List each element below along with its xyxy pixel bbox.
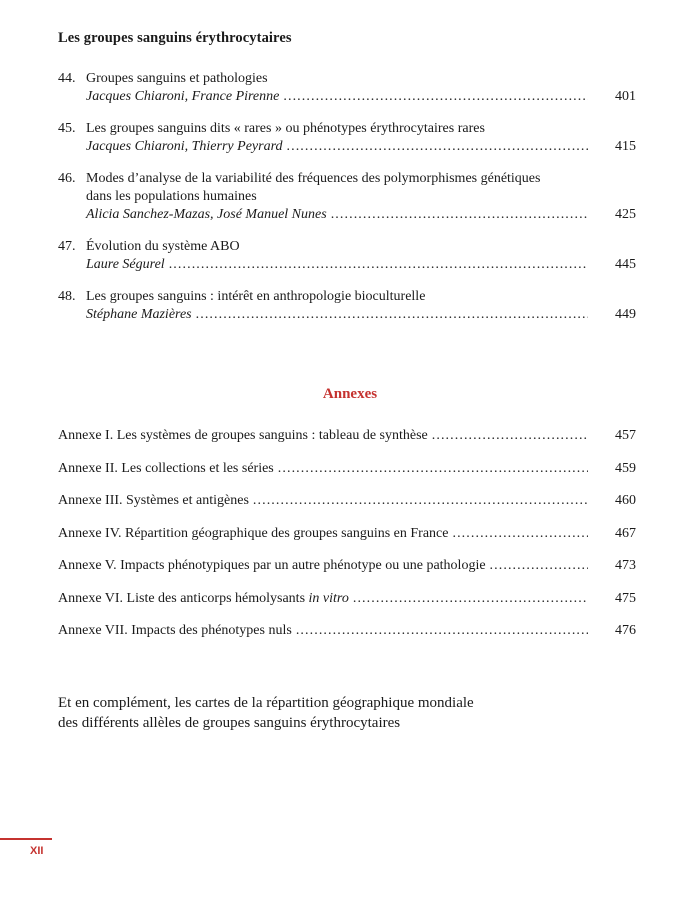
annex-entry[interactable] (58, 623, 636, 656)
annex-label: Annexe V. Impacts phénotypiques par un autre phénotype ou une pathologie (58, 558, 486, 573)
toc-entry[interactable] (58, 288, 636, 324)
toc-entry[interactable] (58, 120, 636, 156)
chapter-number: 46. (58, 171, 76, 186)
annex-entry[interactable] (58, 461, 636, 494)
annex-label: Annexe IV. Répartition géographique des groupes sanguins en France (58, 525, 449, 541)
dot-leader (432, 428, 588, 444)
chapter-authors: Laure Ségurel (86, 257, 165, 272)
chapter-authors: Alicia Sanchez-Mazas, José Manuel Nunes (86, 207, 327, 222)
chapter-title: Les groupes sanguins : intérêt en anthropologie bioculturelle (86, 289, 426, 304)
annex-label: Annexe VII. Impacts des phénotypes nuls (58, 623, 292, 638)
dot-leader (283, 88, 588, 106)
chapter-number: 45. (58, 121, 76, 136)
chapter-title: Évolution du système ABO (86, 239, 240, 254)
annex-list (58, 428, 636, 656)
chapter-authors: Jacques Chiaroni, Thierry Peyrard (86, 139, 283, 154)
dot-leader (169, 256, 588, 274)
chapter-title: Modes d’analyse de la variabilité des fréquences des polymorphismes génétiques (86, 171, 541, 186)
page-number: 467 (615, 525, 636, 541)
page-number: 449 (615, 307, 636, 322)
folio-page-number: XII (30, 845, 44, 857)
running-head: Les groupes sanguins érythrocytaires (58, 30, 292, 46)
chapter-number: 48. (58, 289, 76, 304)
dot-leader (490, 558, 588, 574)
dot-leader (296, 623, 588, 639)
chapter-title: Les groupes sanguins dits « rares » ou phénotypes érythrocytaires rares (86, 121, 485, 136)
dot-leader (452, 526, 588, 542)
annex-label: Annexe VI. Liste des anticorps hémolysants in vitro (58, 590, 349, 606)
annex-label-italic: in vitro (308, 590, 349, 606)
dot-leader (331, 206, 588, 224)
complement-note (58, 693, 618, 733)
page-number: 415 (615, 139, 636, 154)
annex-label: Annexe I. Les systèmes de groupes sanguins : tableau de synthèse (58, 428, 428, 443)
page-number: 460 (615, 493, 636, 508)
annex-label: Annexe II. Les collections et les séries (58, 460, 274, 476)
annex-label: Annexe III. Systèmes et antigènes (58, 493, 249, 508)
annex-entry[interactable] (58, 526, 636, 559)
dot-leader (278, 461, 588, 477)
page-number: 473 (615, 558, 636, 573)
chapter-number: 44. (58, 71, 76, 86)
page-number: 475 (615, 590, 636, 606)
annex-entry[interactable] (58, 558, 636, 591)
chapter-list (58, 70, 636, 338)
chapter-authors: Stéphane Mazières (86, 307, 192, 322)
page-number: 457 (615, 428, 636, 443)
dot-leader (196, 306, 588, 324)
toc-entry[interactable] (58, 70, 636, 106)
chapter-title-continuation: dans les populations humaines (86, 189, 257, 204)
page-number: 445 (615, 257, 636, 272)
dot-leader (287, 138, 589, 156)
annex-entry[interactable] (58, 591, 636, 624)
page-number: 476 (615, 623, 636, 638)
toc-entry[interactable] (58, 238, 636, 274)
complement-line: des différents allèles de groupes sanguins érythrocytaires (58, 715, 401, 731)
dot-leader (253, 493, 588, 509)
page-number: 401 (615, 89, 636, 104)
dot-leader (353, 591, 588, 607)
complement-line: Et en complément, les cartes de la répartition géographique mondiale (58, 695, 474, 711)
annex-entry[interactable] (58, 428, 636, 461)
chapter-authors: Jacques Chiaroni, France Pirenne (86, 89, 280, 104)
page-number: 459 (615, 460, 636, 476)
chapter-number: 47. (58, 239, 76, 254)
footer-rule (0, 838, 52, 840)
annex-entry[interactable] (58, 493, 636, 526)
annexes-heading: Annexes (322, 386, 378, 402)
page-number: 425 (615, 207, 636, 222)
chapter-title: Groupes sanguins et pathologies (86, 71, 268, 86)
toc-entry[interactable] (58, 170, 636, 224)
